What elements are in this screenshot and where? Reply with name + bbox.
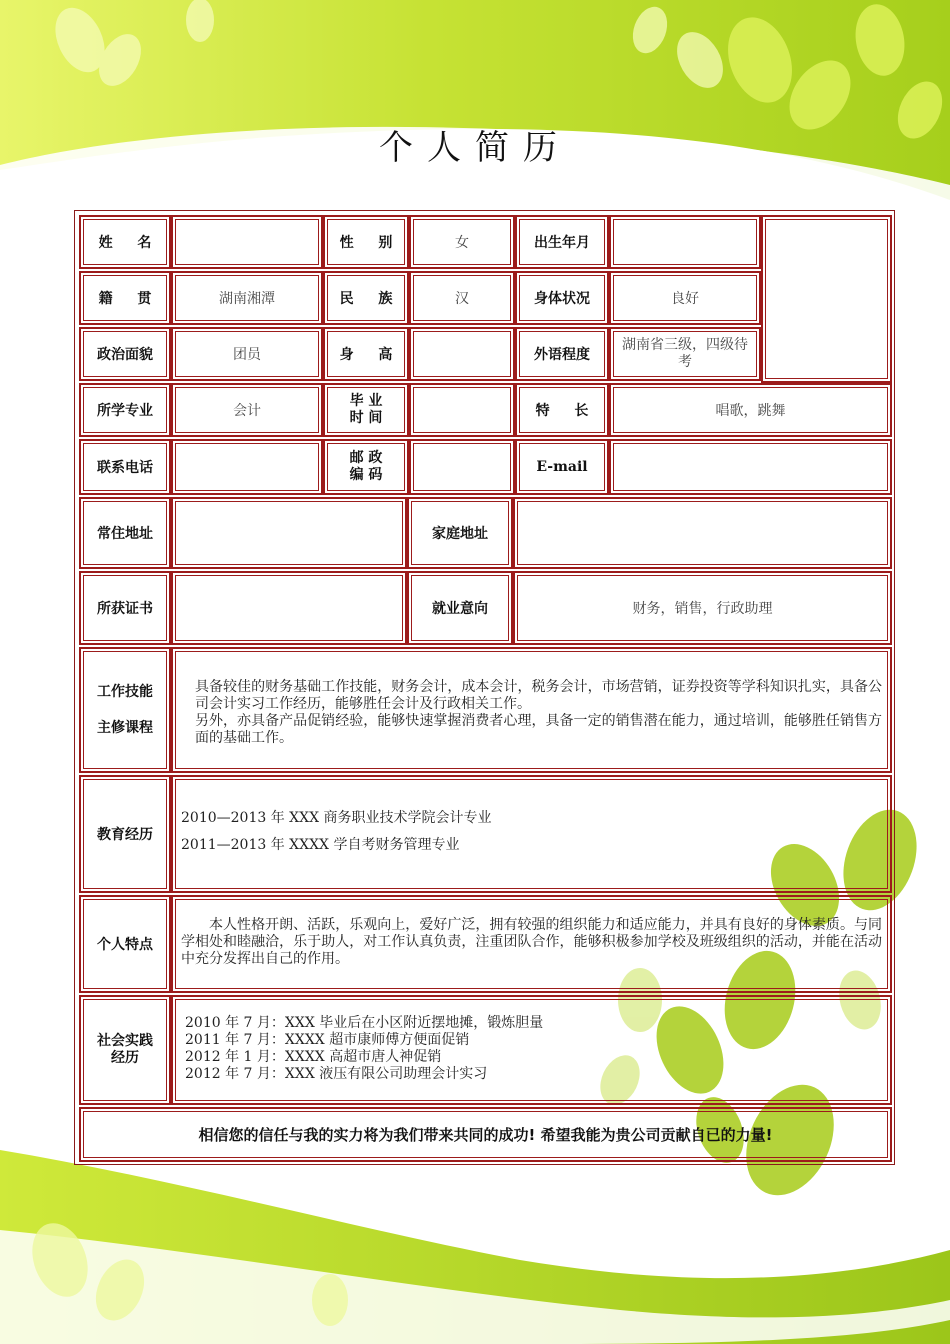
traits-label: 个人特点 [79, 895, 171, 993]
health-label: 身体状况 [515, 271, 609, 325]
traits-value[interactable] [171, 895, 892, 993]
skills-value[interactable] [171, 647, 892, 773]
skills-paragraph-1: 具备较佳的财务基础工作技能，财务会计，成本会计，税务会计，市场营销，证券投资等学科知识扎实，具备公司会计实习工作经历，能够胜任会计及行政相关工作。 [195, 679, 882, 712]
height-value[interactable] [409, 327, 515, 381]
photo-box[interactable] [761, 215, 892, 383]
job-intent-label: 就业意向 [407, 571, 513, 645]
practice-label [79, 995, 171, 1105]
resume-table [74, 210, 895, 1165]
skills-paragraph-2: 另外，亦具备产品促销经验，能够快速掌握消费者心理，具备一定的销售潜在能力，通过培训，能够胜任销售方面的基础工作。 [195, 713, 882, 746]
ethnic-value[interactable]: 汉 [409, 271, 515, 325]
origin-label: 籍 贯 [79, 271, 171, 325]
phone-label: 联系电话 [79, 439, 171, 495]
skills-label [79, 647, 171, 773]
grad-label-line2: 时 间 [349, 410, 383, 426]
birth-label: 出生年月 [515, 215, 609, 269]
grad-time-label [323, 383, 409, 437]
major-value[interactable]: 会计 [171, 383, 323, 437]
practice-list [185, 1015, 543, 1083]
grad-label-line1: 毕 业 [349, 393, 383, 409]
practice-item: 2010 年 7 月：XXX 毕业后在小区附近摆地摊，锻炼胆量 [185, 1015, 544, 1031]
talent-value[interactable]: 唱歌，跳舞 [609, 383, 892, 437]
birth-value[interactable] [609, 215, 761, 269]
certificates-label: 所获证书 [79, 571, 171, 645]
home-address-label: 家庭地址 [407, 497, 513, 569]
practice-item: 2012 年 1 月：XXXX 高超市唐人神促销 [185, 1049, 442, 1065]
postal-code-value[interactable] [409, 439, 515, 495]
health-value[interactable]: 良好 [609, 271, 761, 325]
practice-item: 2012 年 7 月：XXX 液压有限公司助理会计实习 [185, 1066, 488, 1082]
language-value[interactable]: 湖南省三级，四级待考 [609, 327, 761, 381]
certificates-value[interactable] [171, 571, 407, 645]
skills-label-line1: 工作技能 [97, 684, 153, 700]
height-label: 身 高 [323, 327, 409, 381]
ethnic-label: 民 族 [323, 271, 409, 325]
skills-label-line2: 主修课程 [97, 720, 153, 736]
practice-label-line1: 社会实践 [97, 1033, 153, 1049]
closing-motto: 相信您的信任与我的实力将为我们带来共同的成功! 希望我能为贵公司贡献自已的力量! [79, 1107, 892, 1162]
name-value[interactable] [171, 215, 323, 269]
postal-code-label [323, 439, 409, 495]
education-label: 教育经历 [79, 775, 171, 893]
practice-value[interactable] [171, 995, 892, 1105]
gender-value[interactable]: 女 [409, 215, 515, 269]
origin-value[interactable]: 湖南湘潭 [171, 271, 323, 325]
name-label: 姓 名 [79, 215, 171, 269]
education-item: 2010—2013 年 XXX 商务职业技术学院会计专业 [181, 810, 492, 826]
traits-text: 本人性格开朗、活跃，乐观向上，爱好广泛，拥有较强的组织能力和适应能力，并具有良好的身体素质。与同学相处和睦融洽，乐于助人，对工作认真负责，注重团队合作，能够积极参加学校及班级组织的活动，并能在活动中充分发挥出自己的作用。 [181, 917, 882, 967]
practice-item: 2011 年 7 月：XXXX 超市康师傅方便面促销 [185, 1032, 470, 1048]
residence-value[interactable] [171, 497, 407, 569]
home-address-value[interactable] [513, 497, 892, 569]
postal-label-line2: 编 码 [349, 467, 383, 483]
postal-label-line1: 邮 政 [349, 450, 383, 466]
education-item: 2011—2013 年 XXXX 学自考财务管理专业 [181, 837, 460, 853]
phone-value[interactable] [171, 439, 323, 495]
education-value[interactable] [171, 775, 892, 893]
residence-label: 常住地址 [79, 497, 171, 569]
job-intent-value[interactable]: 财务，销售，行政助理 [513, 571, 892, 645]
email-label: E-mail [515, 439, 609, 495]
grad-time-value[interactable] [409, 383, 515, 437]
political-label: 政治面貌 [79, 327, 171, 381]
practice-label-line2: 经历 [111, 1050, 139, 1066]
page-title: 个人简历 [379, 128, 571, 168]
talent-label: 特 长 [515, 383, 609, 437]
education-list [181, 805, 492, 859]
political-value[interactable]: 团员 [171, 327, 323, 381]
email-value[interactable] [609, 439, 892, 495]
gender-label: 性 别 [323, 215, 409, 269]
language-label: 外语程度 [515, 327, 609, 381]
major-label: 所学专业 [79, 383, 171, 437]
skills-text [173, 679, 890, 747]
